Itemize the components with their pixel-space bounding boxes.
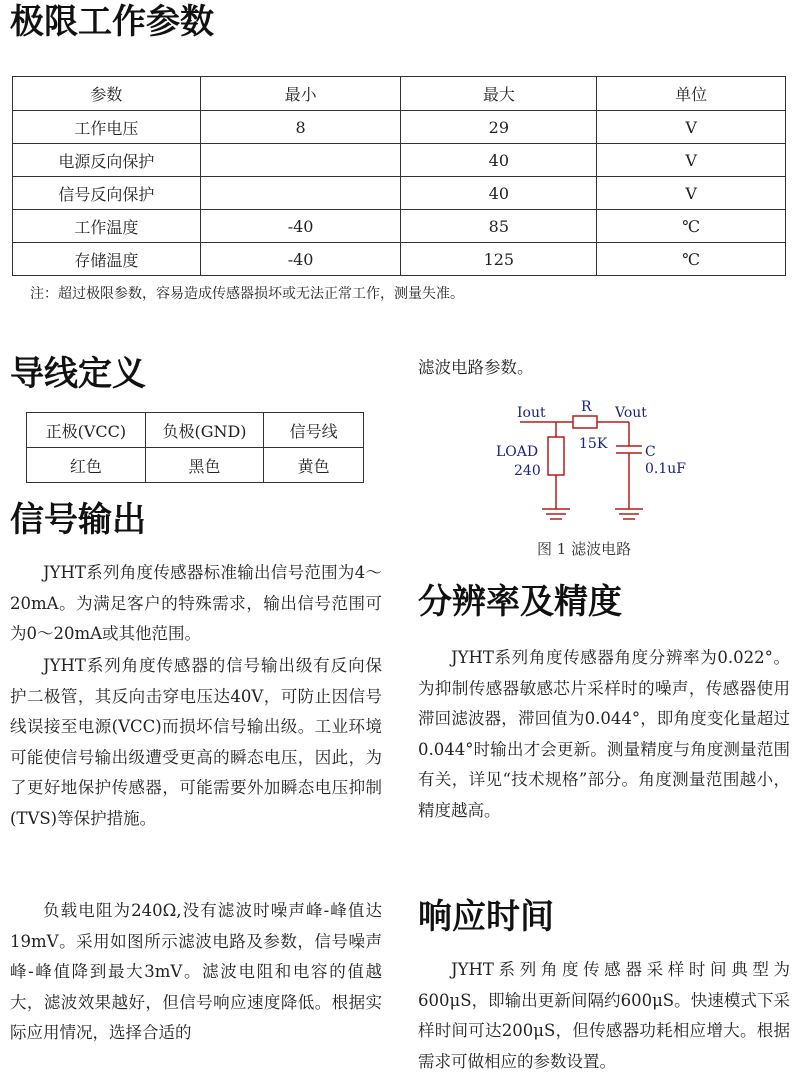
table-cell bbox=[200, 144, 401, 177]
label-load-value: 240 bbox=[514, 463, 541, 479]
signal-heading: 信号输出 bbox=[10, 500, 146, 540]
table-cell: -40 bbox=[200, 243, 401, 276]
signal-paragraph-3: 负载电阻为240Ω,没有滤波时噪声峰-峰值达19mV。采用如图所示滤波电路及参数，信号噪声峰-峰值降到最大3mV。滤波电阻和电容的值越大，滤波效果越好，但信号响应速度降低。根据实际应用情况，选择合适的 bbox=[10, 901, 382, 1042]
table-cell: 电源反向保护 bbox=[13, 144, 201, 177]
table-row bbox=[13, 177, 786, 210]
table-cell: V bbox=[597, 177, 786, 210]
table-cell: 黑色 bbox=[145, 448, 264, 483]
header-cell: 正极(VCC) bbox=[27, 413, 146, 448]
table-row bbox=[27, 448, 364, 483]
label-iout: Iout bbox=[517, 405, 546, 421]
wire-table bbox=[26, 412, 364, 483]
load-resistor bbox=[548, 437, 564, 475]
table-cell: 8 bbox=[200, 111, 401, 144]
table-cell: 存储温度 bbox=[13, 243, 201, 276]
table-cell: -40 bbox=[200, 210, 401, 243]
table-cell: 工作温度 bbox=[13, 210, 201, 243]
label-load: LOAD bbox=[496, 444, 539, 460]
table-cell: 29 bbox=[401, 111, 597, 144]
ground-icon-left bbox=[542, 509, 570, 519]
signal-paragraph-2: JYHT系列角度传感器的信号输出级有反向保护二极管，其反向击穿电压达40V，可防止因信号线误接至电源(VCC)而损坏信号输出级。工业环境可能使信号输出级遭受更高的瞬态电压，因此，为了更好地保护传感器，可能需要外加瞬态电压抑制(TVS)等保护措施。 bbox=[10, 656, 382, 828]
wire-heading: 导线定义 bbox=[10, 354, 146, 394]
table-row bbox=[13, 243, 786, 276]
header-cell: 单位 bbox=[597, 77, 786, 111]
label-c-value: 0.1uF bbox=[645, 461, 686, 477]
table-row bbox=[13, 144, 786, 177]
table-cell: 工作电压 bbox=[13, 111, 201, 144]
table-cell bbox=[200, 177, 401, 210]
label-vout: Vout bbox=[615, 405, 647, 421]
table-cell: 黄色 bbox=[264, 448, 364, 483]
figure-caption: 图 1 滤波电路 bbox=[537, 540, 632, 558]
table-cell: V bbox=[597, 144, 786, 177]
label-c: C bbox=[645, 444, 656, 460]
header-cell: 负极(GND) bbox=[145, 413, 264, 448]
label-r-value: 15K bbox=[579, 436, 608, 452]
table-cell: 125 bbox=[401, 243, 597, 276]
table-cell: 40 bbox=[401, 177, 597, 210]
response-paragraph: JYHT系列角度传感器采样时间典型为600μS，即输出更新间隔约600μS。快速模式下采样时间可达200μS，但传感器功耗相应增大。根据需求可做相应的参数设置。 bbox=[418, 960, 790, 1071]
header-cell: 信号线 bbox=[264, 413, 364, 448]
table-cell: ℃ bbox=[597, 210, 786, 243]
table-row bbox=[13, 210, 786, 243]
header-cell: 参数 bbox=[13, 77, 201, 111]
label-r: R bbox=[581, 399, 592, 415]
header-cell: 最大 bbox=[401, 77, 597, 111]
table-row bbox=[13, 111, 786, 144]
limits-note: 注：超过极限参数，容易造成传感器损坏或无法正常工作，测量失准。 bbox=[30, 286, 464, 302]
resistor-r bbox=[573, 416, 597, 428]
table-cell: V bbox=[597, 111, 786, 144]
table-cell: 40 bbox=[401, 144, 597, 177]
ground-icon-right bbox=[615, 509, 643, 519]
limits-table bbox=[12, 76, 786, 276]
table-cell: ℃ bbox=[597, 243, 786, 276]
header-cell: 最小 bbox=[200, 77, 401, 111]
table-cell: 红色 bbox=[27, 448, 146, 483]
table-header-row bbox=[27, 413, 364, 448]
response-heading: 响应时间 bbox=[418, 897, 554, 937]
resolution-heading: 分辨率及精度 bbox=[418, 582, 622, 622]
limits-heading: 极限工作参数 bbox=[10, 2, 214, 42]
table-header-row bbox=[13, 77, 786, 111]
continued-text: 滤波电路参数。 bbox=[418, 358, 534, 377]
table-cell: 信号反向保护 bbox=[13, 177, 201, 210]
filter-circuit-diagram bbox=[490, 395, 700, 535]
table-cell: 85 bbox=[401, 210, 597, 243]
signal-paragraph-1: JYHT系列角度传感器标准输出信号范围为4～20mA。为满足客户的特殊需求，输出信号范围可为0～20mA或其他范围。 bbox=[10, 563, 382, 643]
resolution-paragraph: JYHT系列角度传感器角度分辨率为0.022°。为抑制传感器敏感芯片采样时的噪声，传感器使用滞回滤波器，滞回值为0.044°，即角度变化量超过0.044°时输出才会更新。测量精度与角度测量范围有关，详见“技术规格”部分。角度测量范围越小，精度越高。 bbox=[418, 648, 790, 820]
